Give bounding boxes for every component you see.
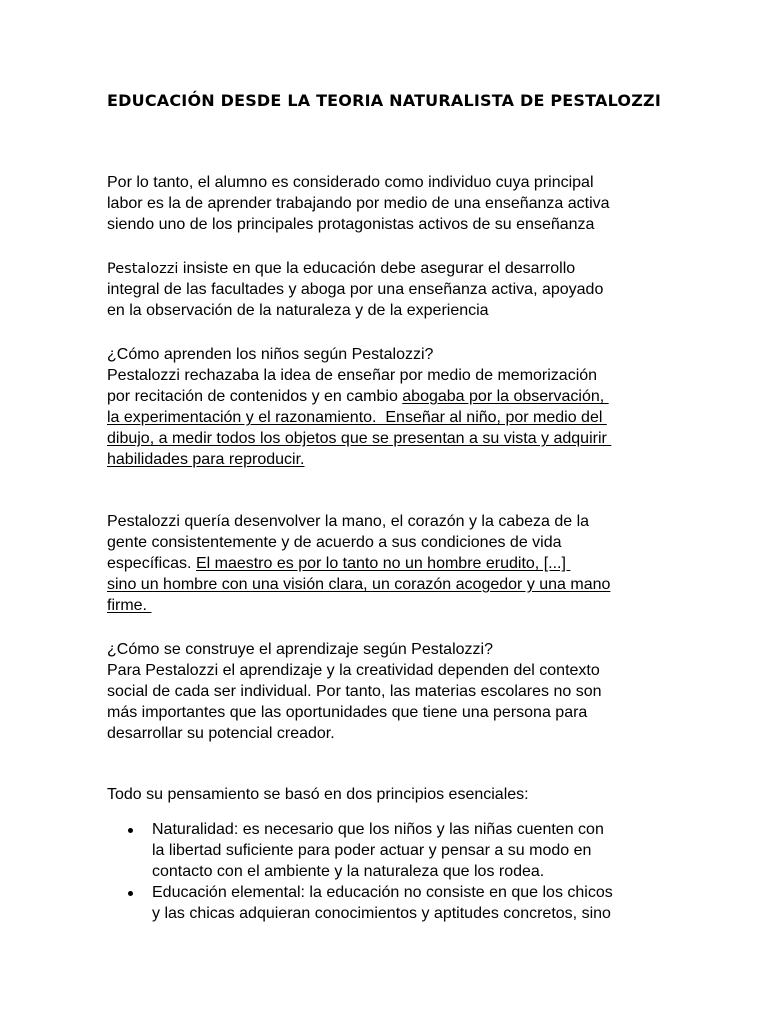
underlined-line: dibujo, a medir todos los objetos que se presentan a su vista y adquirir [107, 430, 612, 447]
underlined-line: la experimentación y el razonamiento. Enseñar al niño, por medio del [107, 409, 607, 426]
paragraph-line: más importantes que las oportunidades que tiene una persona para [107, 704, 588, 721]
paragraph-line: Por lo tanto, el alumno es considerado como individuo cuya principal [107, 174, 594, 191]
list-item [107, 821, 677, 884]
paragraph-line: Pestalozzi rechazaba la idea de enseñar por medio de memorización [107, 367, 598, 384]
paragraph-line: gente consistentemente y de acuerdo a sus condiciones de vida [107, 534, 562, 551]
underlined-text: abogaba por la observación, [402, 388, 609, 405]
paragraph-text: por recitación de contenidos y en cambio [107, 388, 403, 405]
paragraph-2 [107, 258, 667, 321]
paragraph-line: labor es la de aprender trabajando por medio de una enseñanza activa [107, 195, 610, 212]
paragraph-6 [107, 784, 667, 805]
paragraph-line: Todo su pensamiento se basó en dos principios esenciales: [107, 786, 529, 803]
list-item-line: Educación elemental: la educación no consiste en que los chicos [152, 884, 613, 901]
list-item-line: y las chicas adquieran conocimientos y aptitudes concretos, sino [152, 905, 611, 922]
list-item-line: Naturalidad: es necesario que los niños y las niñas cuenten con [152, 821, 604, 838]
list-item-line: contacto con el ambiente y la naturaleza que los rodea. [152, 863, 545, 880]
paragraph-1 [107, 172, 667, 235]
paragraph-line: en la observación de la naturaleza y de la experiencia [107, 302, 489, 319]
paragraph-line: integral de las facultades y aboga por una enseñanza activa, apoyado [107, 281, 604, 298]
list-item [107, 884, 677, 926]
underlined-text: El maestro es por lo tanto no un hombre erudito, [...] [195, 555, 571, 572]
paragraph-line [107, 258, 667, 279]
principles-list [107, 821, 677, 926]
paragraph-line: social de cada ser individual. Por tanto, las materias escolares no son [107, 683, 602, 700]
paragraph-3 [107, 344, 667, 470]
paragraph-line: desarrollar su potencial creador. [107, 725, 335, 742]
paragraph-line: Pestalozzi quería desenvolver la mano, el corazón y la cabeza de la [107, 513, 590, 530]
paragraph-line: Para Pestalozzi el aprendizaje y la creatividad dependen del contexto [107, 662, 600, 679]
underlined-line: firme. [107, 597, 152, 614]
question-heading: ¿Cómo se construye el aprendizaje según Pestalozzi? [107, 641, 493, 658]
paragraph-text: específicas. [107, 555, 196, 572]
bullet-icon [128, 891, 133, 896]
document-title: EDUCACIÓN DESDE LA TEORIA NATURALISTA DE PESTALOZZI [107, 91, 661, 110]
underlined-line: habilidades para reproducir. [107, 451, 305, 468]
paragraph-line [107, 386, 667, 407]
question-heading: ¿Cómo aprenden los niños según Pestalozzi? [107, 346, 434, 363]
paragraph-line [107, 553, 667, 574]
paragraph-4 [107, 511, 667, 616]
pestalozzi-lead-word: Pestalozzi [107, 261, 179, 277]
paragraph-5 [107, 639, 667, 744]
list-item-line: la libertad suficiente para poder actuar y pensar a su modo en [152, 842, 592, 859]
paragraph-line: siendo uno de los principales protagonistas activos de su enseñanza [107, 216, 595, 233]
underlined-line: sino un hombre con una visión clara, un corazón acogedor y una mano [107, 576, 611, 593]
paragraph-text: insiste en que la educación debe asegurar el desarrollo [178, 260, 576, 277]
bullet-icon [128, 828, 133, 833]
